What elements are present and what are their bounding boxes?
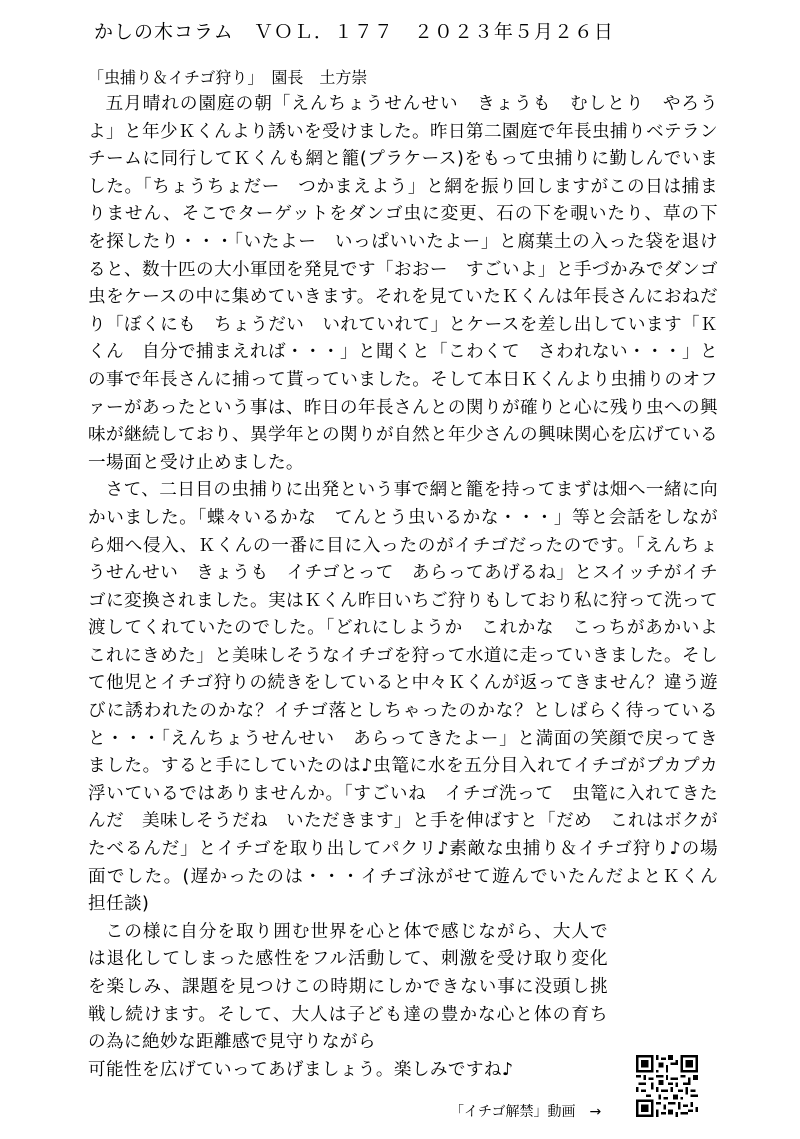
- paragraph-3: この様に自分を取り囲む世界を心と体で感じながら、大人では退化してしまった感性をフル活動して、刺激を受け取り変化を楽しみ、課題を見つけこの時期にしかできない事に没頭し挑戦し続けます。そして、大人は子ども達の豊かな心と体の育ちの為に絶妙な距離感で見守りながら: [88, 921, 608, 1053]
- article-heading: [88, 66, 688, 90]
- closing-line: 可能性を広げていってあげましょう。楽しみですね♪: [88, 1059, 514, 1080]
- article-body: [88, 91, 736, 1084]
- volume-number: ＶＯＬ．１７７: [253, 21, 394, 43]
- qr-code-icon[interactable]: [636, 1055, 698, 1117]
- issue-date: ２０２３年５月２６日: [413, 21, 614, 43]
- column-header: [94, 18, 734, 46]
- paragraph-1: 五月晴れの園庭の朝「えんちょうせんせい きょうも むしとり やろうよ」と年少Ｋくんより誘いを受けました。昨日第二園庭で年長虫捕りベテランチームに同行してＫくんも網と籠(プラケース)をもって虫捕りに勤しんでいました。「ちょうちょだー つかまえよう」と網を振り回しますがこの日は捕まりません、そこでターゲットをダンゴ虫に変更、石の下を覗いたり、草の下を探したり・・・「いたよー いっぱいいたよー」と腐葉土の入った袋を退けると、数十匹の大小軍団を発見です「おおー すごいよ」と手づかみでダンゴ虫をケースの中に集めていきます。それを見ていたＫくんは年長さんにおねだり「ぼくにも ちょうだい いれていれて」とケースを差し出しています「Ｋくん 自分で捕まえれば・・・」と聞くと「こわくて さわれない・・・」との事で年長さんに捕って貰っていました。そして本日Ｋくんより虫捕りのオファーがあったという事は、昨日の年長さんとの関りが確りと心に残り虫への興味が継続しており、異学年との関りが自然と年少さんの興味関心を広げている一場面と受け止めました。: [88, 94, 718, 473]
- paragraph-2: さて、二日目の虫捕りに出発という事で網と籠を持ってまずは畑へ一緒に向かいました。「蝶々いるかな てんとう虫いるかな・・・」等と会話をしながら畑へ侵入、Ｋくんの一番に目に入ったのがイチゴだったのです。「えんちょうせんせい きょうも イチゴとって あらってあげるね」とスイッチがイチゴに変換されました。実はＫくん昨日いちご狩りもしており私に狩って洗って渡してくれていたのでした。「どれにしようか これかな こっちがあかいよ これにきめた」と美味しそうなイチゴを狩って水道に走っていきました。そして他児とイチゴ狩りの続きをしていると中々Ｋくんが返ってきません？違う遊びに誘われたのかな？イチゴ落としちゃったのかな？としばらく待っていると・・・「えんちょうせんせい あらってきたよー」と満面の笑顔で戻ってきました。すると手にしていたのは♪虫篭に水を五分目入れてイチゴがプカプカ浮いているではありませんか。「すごいね イチゴ洗って 虫篭に入れてきたんだ 美味しそうだね いただきます」と手を伸ばすと「だめ これはボクがたべるんだ」とイチゴを取り出してパクリ♪素敵な虫捕り＆イチゴ狩り♪の場面でした。(遅かったのは・・・イチゴ泳がせて遊んでいたんだよとＫくん 担任談): [88, 480, 736, 915]
- qr-caption: 「イチゴ解禁」動画 →: [450, 1104, 602, 1120]
- column-name: かしの木コラム: [94, 21, 234, 43]
- article-author: 園長 土方崇: [271, 68, 368, 87]
- article-title: 「虫捕り＆イチゴ狩り」: [88, 68, 256, 87]
